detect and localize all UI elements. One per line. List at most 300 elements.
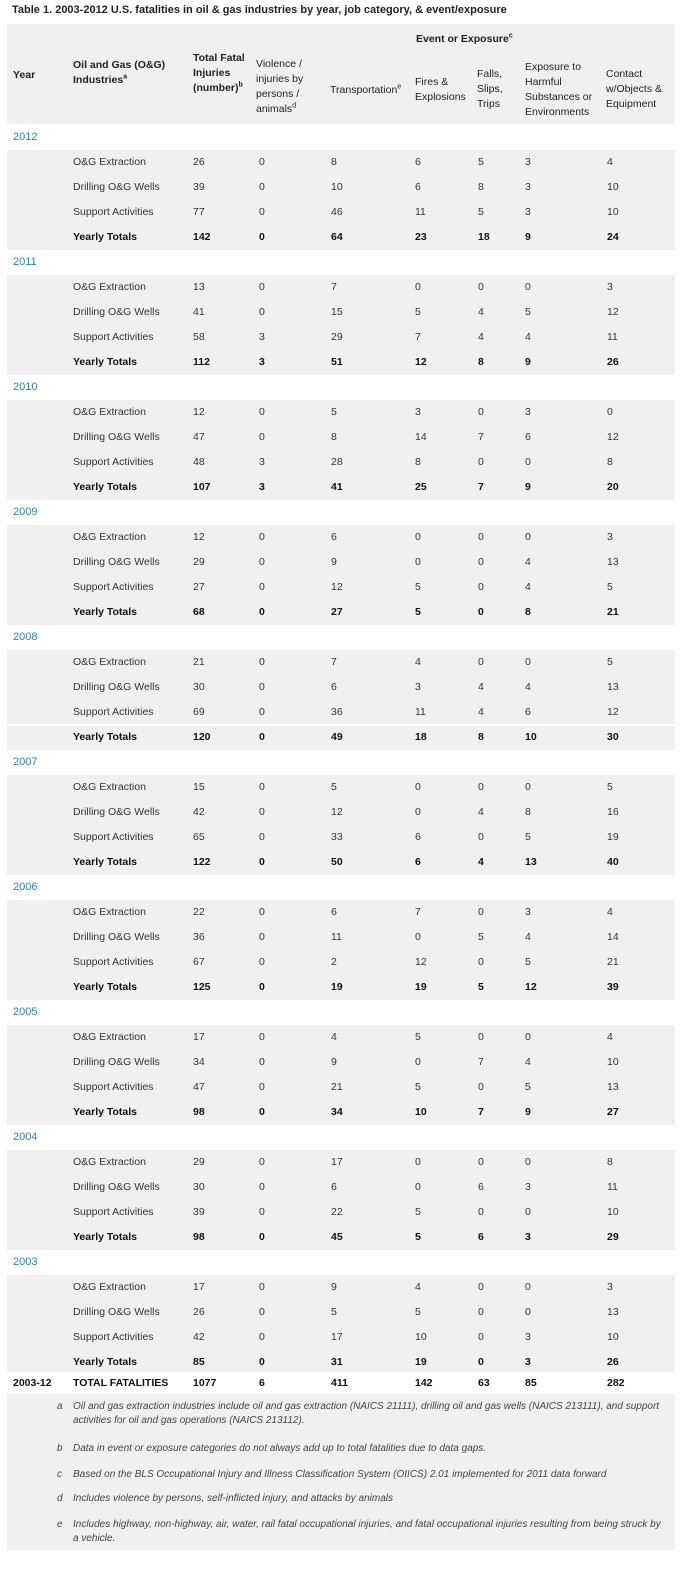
grand-total-value: 85 <box>525 1377 537 1389</box>
cell-value: 41 <box>193 306 205 318</box>
footnote-text: Includes violence by persons, self-inflicted injury, and attacks by animals <box>73 1493 393 1504</box>
cell-value: 0 <box>525 1206 531 1218</box>
table-row <box>7 175 675 200</box>
row-label: Yearly Totals <box>73 356 138 368</box>
cell-value: 34 <box>193 1056 205 1068</box>
cell-value: 64 <box>331 231 343 243</box>
cell-value: 9 <box>331 1056 337 1068</box>
row-label: Support Activities <box>73 331 154 343</box>
row-label: O&G Extraction <box>73 406 146 418</box>
cell-value: 0 <box>259 1306 265 1318</box>
cell-value: 12 <box>607 306 619 318</box>
cell-value: 3 <box>525 1181 531 1193</box>
cell-value: 0 <box>259 656 265 668</box>
cell-value: 19 <box>331 981 343 993</box>
header-event-group: Event or Exposure$^c$ <box>416 32 513 45</box>
cell-value: 7 <box>478 481 484 493</box>
year-heading <box>7 875 675 900</box>
cell-value: 69 <box>193 706 205 718</box>
table-row <box>7 925 675 950</box>
cell-value: 0 <box>478 1206 484 1218</box>
row-label: Yearly Totals <box>73 981 138 993</box>
cell-value: 21 <box>331 1081 343 1093</box>
cell-value: 11 <box>607 1181 618 1193</box>
yearly-totals-row <box>7 600 675 625</box>
table-row <box>7 1325 675 1350</box>
table-row <box>7 650 675 675</box>
cell-value: 0 <box>415 281 421 293</box>
table-row <box>7 1150 675 1175</box>
grand-total-value: 6 <box>259 1377 265 1389</box>
table-row <box>7 300 675 325</box>
cell-value: 47 <box>193 1081 205 1093</box>
cell-value: 0 <box>259 581 265 593</box>
row-label: Support Activities <box>73 206 154 218</box>
cell-value: 5 <box>415 306 421 318</box>
row-label: Yearly Totals <box>73 731 138 743</box>
table-title: Table 1. 2003-2012 U.S. fatalities in oil & gas industries by year, job category, & event/exposure <box>12 4 507 16</box>
cell-value: 21 <box>607 956 619 968</box>
cell-value: 3 <box>259 356 265 368</box>
cell-value: 17 <box>193 1281 205 1293</box>
cell-value: 8 <box>478 731 484 743</box>
cell-value: 120 <box>193 731 211 743</box>
cell-value: 11 <box>331 931 342 943</box>
cell-value: 11 <box>607 331 618 343</box>
cell-value: 0 <box>525 1281 531 1293</box>
cell-value: 30 <box>193 1181 205 1193</box>
cell-value: 7 <box>415 331 421 343</box>
row-label: Drilling O&G Wells <box>73 306 160 318</box>
cell-value: 10 <box>525 731 537 743</box>
year-block <box>7 775 675 875</box>
row-label: Support Activities <box>73 956 154 968</box>
cell-value: 33 <box>331 831 343 843</box>
cell-value: 16 <box>607 806 619 818</box>
cell-value: 12 <box>415 956 427 968</box>
year-link[interactable]: 2012 <box>13 131 38 143</box>
cell-value: 5 <box>525 831 531 843</box>
cell-value: 85 <box>193 1356 205 1368</box>
year-block <box>7 400 675 500</box>
cell-value: 6 <box>478 1231 484 1243</box>
cell-value: 4 <box>607 1031 613 1043</box>
cell-value: 0 <box>415 1181 421 1193</box>
cell-value: 5 <box>607 581 613 593</box>
cell-value: 18 <box>415 731 427 743</box>
cell-value: 0 <box>478 1031 484 1043</box>
cell-value: 4 <box>478 806 484 818</box>
cell-value: 45 <box>331 1231 343 1243</box>
cell-value: 6 <box>415 831 421 843</box>
table-row <box>7 325 675 350</box>
header-exposure: Exposure to Harmful Substances or Environments <box>525 61 593 118</box>
cell-value: 4 <box>478 306 484 318</box>
cell-value: 47 <box>193 431 205 443</box>
cell-value: 6 <box>525 431 531 443</box>
cell-value: 0 <box>259 931 265 943</box>
cell-value: 0 <box>525 1031 531 1043</box>
footnote-text: Based on the BLS Occupational Injury and Illness Classification System (OIICS) 2.01 implemented for 2011 data forward <box>73 1469 607 1480</box>
cell-value: 0 <box>607 406 613 418</box>
cell-value: 77 <box>193 206 205 218</box>
cell-value: 7 <box>331 281 337 293</box>
cell-value: 107 <box>193 481 211 493</box>
cell-value: 0 <box>478 831 484 843</box>
cell-value: 20 <box>607 481 619 493</box>
cell-value: 0 <box>478 1081 484 1093</box>
row-label: O&G Extraction <box>73 1156 146 1168</box>
cell-value: 6 <box>415 856 421 868</box>
cell-value: 0 <box>259 1081 265 1093</box>
cell-value: 12 <box>415 356 427 368</box>
cell-value: 5 <box>415 1206 421 1218</box>
cell-value: 8 <box>478 356 484 368</box>
cell-value: 6 <box>415 156 421 168</box>
cell-value: 10 <box>607 1331 619 1343</box>
cell-value: 19 <box>415 1356 427 1368</box>
cell-value: 13 <box>607 1306 619 1318</box>
cell-value: 29 <box>193 556 205 568</box>
cell-value: 0 <box>415 781 421 793</box>
cell-value: 10 <box>607 1056 619 1068</box>
cell-value: 4 <box>331 1031 337 1043</box>
cell-value: 0 <box>525 531 531 543</box>
cell-value: 10 <box>607 181 619 193</box>
cell-value: 9 <box>525 1106 531 1118</box>
row-label: Drilling O&G Wells <box>73 181 160 193</box>
cell-value: 0 <box>259 806 265 818</box>
row-label: Drilling O&G Wells <box>73 1306 160 1318</box>
cell-value: 26 <box>607 1356 619 1368</box>
yearly-totals-row <box>7 725 675 750</box>
cell-value: 3 <box>259 481 265 493</box>
table-row <box>7 775 675 800</box>
table-row <box>7 575 675 600</box>
table-row <box>7 525 675 550</box>
cell-value: 3 <box>525 406 531 418</box>
table-row <box>7 900 675 925</box>
table-row <box>7 1200 675 1225</box>
cell-value: 0 <box>525 281 531 293</box>
cell-value: 5 <box>478 206 484 218</box>
year-block <box>7 525 675 625</box>
row-label: O&G Extraction <box>73 281 146 293</box>
cell-value: 0 <box>478 606 484 618</box>
cell-value: 98 <box>193 1231 205 1243</box>
cell-value: 0 <box>259 281 265 293</box>
row-label: Drilling O&G Wells <box>73 1056 160 1068</box>
cell-value: 0 <box>259 1331 265 1343</box>
cell-value: 3 <box>607 531 613 543</box>
cell-value: 98 <box>193 1106 205 1118</box>
cell-value: 9 <box>525 231 531 243</box>
header-transportation: Transportation$^e$ <box>330 83 402 96</box>
cell-value: 8 <box>331 156 337 168</box>
cell-value: 5 <box>478 156 484 168</box>
header-industry: Oil and Gas (O&G) Industries$^a$ <box>73 59 166 86</box>
cell-value: 27 <box>193 581 205 593</box>
cell-value: 19 <box>415 981 427 993</box>
cell-value: 5 <box>415 1231 421 1243</box>
cell-value: 3 <box>607 281 613 293</box>
cell-value: 112 <box>193 356 210 368</box>
cell-value: 18 <box>478 231 490 243</box>
cell-value: 30 <box>607 731 619 743</box>
grand-total-value: 1077 <box>193 1377 217 1389</box>
yearly-totals-row <box>7 1100 675 1125</box>
cell-value: 0 <box>259 1281 265 1293</box>
cell-value: 8 <box>331 431 337 443</box>
cell-value: 0 <box>525 1306 531 1318</box>
cell-value: 0 <box>259 1206 265 1218</box>
row-label: Support Activities <box>73 456 154 468</box>
yearly-totals-row <box>7 350 675 375</box>
cell-value: 0 <box>259 1356 265 1368</box>
year-heading <box>7 1125 675 1150</box>
cell-value: 4 <box>478 856 484 868</box>
cell-value: 13 <box>607 681 619 693</box>
cell-value: 0 <box>259 1231 265 1243</box>
table-row <box>7 950 675 975</box>
cell-value: 3 <box>525 181 531 193</box>
cell-value: 5 <box>331 781 337 793</box>
cell-value: 4 <box>478 331 484 343</box>
year-link[interactable]: 2009 <box>13 506 38 518</box>
cell-value: 12 <box>607 706 619 718</box>
cell-value: 8 <box>525 806 531 818</box>
cell-value: 4 <box>607 906 613 918</box>
cell-value: 36 <box>193 931 205 943</box>
cell-value: 26 <box>607 356 619 368</box>
cell-value: 0 <box>259 681 265 693</box>
cell-value: 10 <box>607 206 619 218</box>
cell-value: 0 <box>259 606 265 618</box>
year-heading <box>7 250 675 275</box>
year-link[interactable]: 2004 <box>13 1131 38 1143</box>
cell-value: 0 <box>259 981 265 993</box>
cell-value: 0 <box>259 556 265 568</box>
cell-value: 4 <box>525 581 531 593</box>
cell-value: 12 <box>193 406 205 418</box>
footnote-text: Includes highway, non-highway, air, water, rail fatal occupational injuries, and fatal occupational injuries resulting from being struck by a vehicle. <box>73 1519 661 1544</box>
cell-value: 0 <box>478 1356 484 1368</box>
cell-value: 6 <box>331 1181 337 1193</box>
cell-value: 21 <box>607 606 619 618</box>
year-link[interactable]: 2003 <box>13 1256 38 1268</box>
row-label: Support Activities <box>73 831 154 843</box>
cell-value: 5 <box>607 781 613 793</box>
cell-value: 5 <box>478 931 484 943</box>
cell-value: 0 <box>259 1056 265 1068</box>
year-link[interactable]: 2005 <box>13 1006 38 1018</box>
cell-value: 30 <box>193 681 205 693</box>
year-link[interactable]: 2007 <box>13 756 38 768</box>
cell-value: 24 <box>607 231 619 243</box>
yearly-totals-row <box>7 475 675 500</box>
footnote-text: Data in event or exposure categories do not always add up to total fatalities due to data gaps. <box>73 1443 487 1454</box>
cell-value: 39 <box>607 981 619 993</box>
table-row <box>7 1300 675 1325</box>
cell-value: 6 <box>331 681 337 693</box>
cell-value: 0 <box>259 706 265 718</box>
cell-value: 5 <box>525 956 531 968</box>
cell-value: 15 <box>331 306 343 318</box>
cell-value: 27 <box>331 606 343 618</box>
cell-value: 0 <box>259 1181 265 1193</box>
cell-value: 10 <box>331 181 343 193</box>
table-row <box>7 200 675 225</box>
cell-value: 29 <box>193 1156 205 1168</box>
cell-value: 0 <box>478 456 484 468</box>
cell-value: 0 <box>259 1156 265 1168</box>
cell-value: 13 <box>607 1081 619 1093</box>
cell-value: 4 <box>525 556 531 568</box>
cell-value: 29 <box>331 331 343 343</box>
cell-value: 8 <box>607 456 613 468</box>
table-row <box>7 1075 675 1100</box>
cell-value: 3 <box>525 1331 531 1343</box>
cell-value: 3 <box>415 681 421 693</box>
row-label: Drilling O&G Wells <box>73 931 160 943</box>
row-label: Support Activities <box>73 1206 154 1218</box>
cell-value: 0 <box>525 456 531 468</box>
cell-value: 13 <box>193 281 205 293</box>
row-label: Yearly Totals <box>73 606 138 618</box>
cell-value: 0 <box>478 406 484 418</box>
cell-value: 29 <box>607 1231 619 1243</box>
cell-value: 5 <box>415 606 421 618</box>
cell-value: 8 <box>415 456 421 468</box>
cell-value: 31 <box>331 1356 343 1368</box>
year-block <box>7 900 675 1000</box>
cell-value: 0 <box>478 781 484 793</box>
cell-value: 17 <box>193 1031 205 1043</box>
yearly-totals-row <box>7 225 675 250</box>
cell-value: 3 <box>525 206 531 218</box>
table-row <box>7 1025 675 1050</box>
table-row <box>7 825 675 850</box>
cell-value: 6 <box>478 1181 484 1193</box>
cell-value: 48 <box>193 456 205 468</box>
cell-value: 5 <box>478 981 484 993</box>
cell-value: 142 <box>193 231 211 243</box>
cell-value: 11 <box>415 706 426 718</box>
cell-value: 3 <box>259 456 265 468</box>
cell-value: 0 <box>259 856 265 868</box>
cell-value: 12 <box>607 431 619 443</box>
table-row <box>7 450 675 475</box>
cell-value: 4 <box>525 681 531 693</box>
cell-value: 0 <box>259 306 265 318</box>
row-label: O&G Extraction <box>73 531 146 543</box>
cell-value: 9 <box>525 356 531 368</box>
header-year: Year <box>13 69 36 81</box>
year-link[interactable]: 2006 <box>13 881 38 893</box>
cell-value: 19 <box>607 831 619 843</box>
cell-value: 0 <box>415 1056 421 1068</box>
row-label: Support Activities <box>73 581 154 593</box>
row-label: Support Activities <box>73 706 154 718</box>
year-link[interactable]: 2011 <box>13 256 37 268</box>
cell-value: 39 <box>193 181 205 193</box>
cell-value: 6 <box>415 181 421 193</box>
cell-value: 27 <box>607 1106 619 1118</box>
cell-value: 0 <box>259 206 265 218</box>
yearly-totals-row <box>7 850 675 875</box>
footnote-text: Oil and gas extraction industries include oil and gas extraction (NAICS 21111), drilling oil and gas wells (NAICS 213111), and support activities for oil and gas operations (NAICS 213112). <box>73 1401 660 1426</box>
cell-value: 4 <box>607 156 613 168</box>
row-label: Support Activities <box>73 1331 154 1343</box>
cell-value: 10 <box>415 1106 427 1118</box>
cell-value: 0 <box>478 1331 484 1343</box>
cell-value: 3 <box>259 331 265 343</box>
cell-value: 0 <box>415 931 421 943</box>
cell-value: 0 <box>259 531 265 543</box>
grand-total-value: 142 <box>415 1377 433 1389</box>
grand-total-value: 282 <box>607 1377 625 1389</box>
cell-value: 0 <box>478 956 484 968</box>
cell-value: 0 <box>478 1156 484 1168</box>
row-label: O&G Extraction <box>73 156 146 168</box>
yearly-totals-row <box>7 975 675 1000</box>
table-row <box>7 1050 675 1075</box>
cell-value: 0 <box>259 956 265 968</box>
cell-value: 0 <box>525 781 531 793</box>
year-block <box>7 1275 675 1375</box>
footnote-key: e <box>57 1519 63 1530</box>
year-block <box>7 1150 675 1250</box>
year-heading <box>7 1000 675 1025</box>
row-label: Yearly Totals <box>73 231 138 243</box>
cell-value: 7 <box>478 1106 484 1118</box>
cell-value: 0 <box>478 281 484 293</box>
cell-value: 7 <box>331 656 337 668</box>
cell-value: 34 <box>331 1106 343 1118</box>
cell-value: 2 <box>331 956 337 968</box>
table-row <box>7 675 675 700</box>
cell-value: 58 <box>193 331 205 343</box>
cell-value: 42 <box>193 806 205 818</box>
cell-value: 17 <box>331 1331 343 1343</box>
cell-value: 4 <box>478 681 484 693</box>
cell-value: 12 <box>331 806 343 818</box>
cell-value: 8 <box>525 606 531 618</box>
cell-value: 5 <box>525 1081 531 1093</box>
year-heading <box>7 500 675 525</box>
cell-value: 3 <box>525 156 531 168</box>
cell-value: 41 <box>331 481 343 493</box>
cell-value: 9 <box>331 556 337 568</box>
cell-value: 122 <box>193 856 211 868</box>
cell-value: 49 <box>331 731 343 743</box>
header-violence: Violence / injuries by persons / animals$^d$ <box>256 58 304 115</box>
cell-value: 0 <box>259 731 265 743</box>
year-link[interactable]: 2008 <box>13 631 38 643</box>
cell-value: 8 <box>478 181 484 193</box>
cell-value: 9 <box>525 481 531 493</box>
cell-value: 17 <box>331 1156 343 1168</box>
cell-value: 3 <box>607 1281 613 1293</box>
cell-value: 40 <box>607 856 619 868</box>
cell-value: 0 <box>478 906 484 918</box>
cell-value: 36 <box>331 706 343 718</box>
cell-value: 14 <box>415 431 427 443</box>
year-link[interactable]: 2010 <box>13 381 38 393</box>
row-label: Drilling O&G Wells <box>73 806 160 818</box>
table-header <box>7 24 675 124</box>
row-label: O&G Extraction <box>73 781 146 793</box>
